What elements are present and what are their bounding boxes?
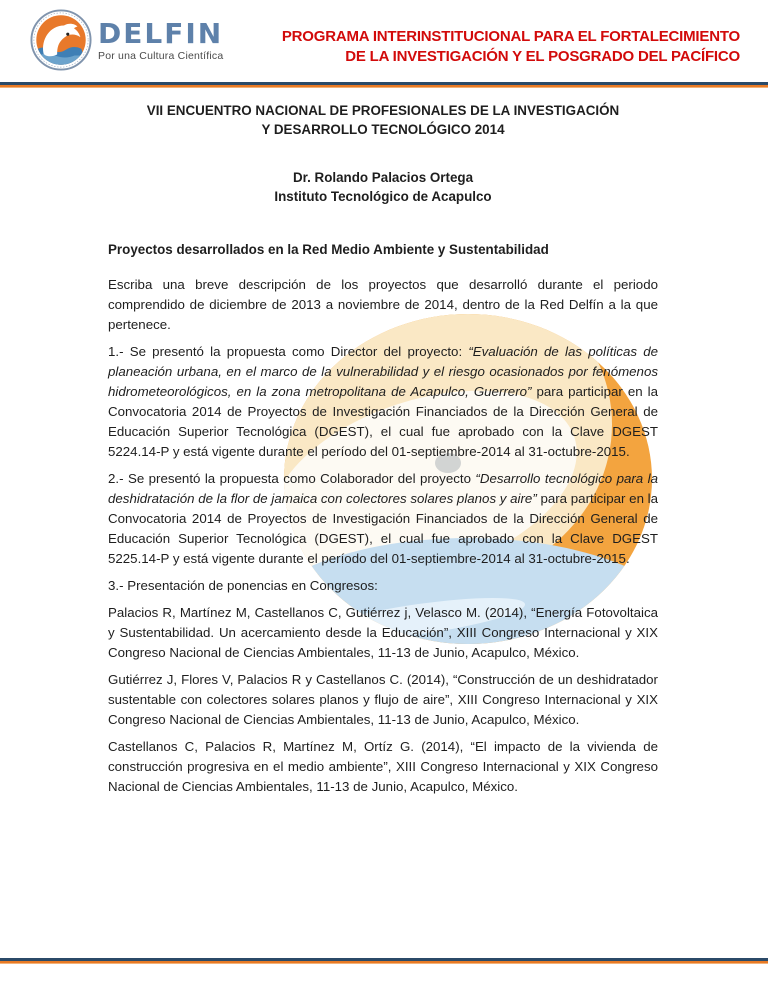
program-title-line1: PROGRAMA INTERINSTITUCIONAL PARA EL FORTALECIMIENTO (281, 28, 740, 45)
author-name: Dr. Rolando Palacios Ortega (292, 170, 474, 185)
footer-divider (0, 958, 768, 964)
document-title (108, 101, 658, 139)
section-heading: Proyectos desarrollados en la Red Medio Ambiente y Sustentabilidad (108, 242, 549, 257)
project-1-title: “Evaluación de las políticas de planeación urbana, en el marco de la vulnerabilidad y el riesgo ocasionados por fenómenos hidrometeorológicos, en la zona metropolitana de Acapulco, Guerrero” (108, 344, 658, 399)
congress-list-heading: 3.- Presentación de ponencias en Congresos: (108, 578, 378, 593)
reference-3: Castellanos C, Palacios R, Martínez M, Ortíz G. (2014), “El impacto de la vivienda de construcción progresiva en el medio ambiente”, XIII Congreso Internacional y XIX Congreso Nacional de Ciencias Ambientales, 11-13 de Junio, Acapulco, México. (108, 739, 658, 794)
brand-text (98, 9, 223, 62)
project-1-post: para participar en la Convocatoria 2014 de Proyectos de Investigación Financiados de la Dirección General de Educación Superior Tecnológica (DGEST), el cual fue aprobado con la Clave DGEST 5224.14-P y está vigente durante el período del 01-septiembre-2014 al 31-octubre-2015. (108, 384, 658, 459)
project-1-paragraph (108, 342, 658, 462)
page-header (0, 0, 768, 82)
document-body (108, 88, 658, 797)
project-2-paragraph (108, 469, 658, 569)
program-title (282, 27, 740, 67)
reference-2: Gutiérrez J, Flores V, Palacios R y Castellanos C. (2014), “Construcción de un deshidratador sustentable con colectores solares planos y flujo de aire”, XIII Congreso Internacional y XIX Congreso Nacional de Ciencias Ambientales, 11-13 de Junio, Acapulco, México. (108, 672, 658, 727)
author-block (108, 168, 658, 206)
document-title-line1: VII ENCUENTRO NACIONAL DE PROFESIONALES DE LA INVESTIGACIÓN (146, 103, 620, 118)
document-title-line2: Y DESARROLLO TECNOLÓGICO 2014 (261, 122, 505, 137)
project-1-pre: 1.- Se presentó la propuesta como Director del proyecto: (108, 344, 469, 359)
reference-1: Palacios R, Martínez M, Castellanos C, Gutiérrez j, Velasco M. (2014), “Energía Fotovoltaica y Sustentabilidad. Un acercamiento desde la Educación”, XIII Congreso Internacional y XIX Congreso Nacional de Ciencias Ambientales, 11-13 de Junio, Acapulco, México. (108, 605, 658, 660)
author-institution: Instituto Tecnológico de Acapulco (274, 189, 492, 204)
dolphin-icon (30, 9, 92, 71)
intro-paragraph: Escriba una breve descripción de los proyectos que desarrolló durante el periodo comprendido de diciembre de 2013 a noviembre de 2014, dentro de la Red Delfín a la que pertenece. (108, 277, 658, 332)
delfin-logo (30, 9, 223, 71)
program-title-line2: DE LA INVESTIGACIÓN Y EL POSGRADO DEL PACÍFICO (345, 48, 740, 65)
brand-name: DELFIN (98, 17, 224, 50)
brand-tagline: Por una Cultura Científica (98, 50, 224, 62)
project-2-post: para participar en la Convocatoria 2014 de Proyectos de Investigación Financiados de la Dirección General de Educación Superior Tecnológica (DGEST), el cual fue aprobado con la Clave DGEST 5225.14-P y está vigente durante el período del 01-septiembre-2014 al 31-octubre-2015. (108, 491, 659, 566)
project-2-title: “Desarrollo tecnológico para la deshidratación de la flor de jamaica con colectores solares planos y aire” (108, 471, 658, 506)
project-2-pre: 2.- Se presentó la propuesta como Colaborador del proyecto (108, 471, 476, 486)
